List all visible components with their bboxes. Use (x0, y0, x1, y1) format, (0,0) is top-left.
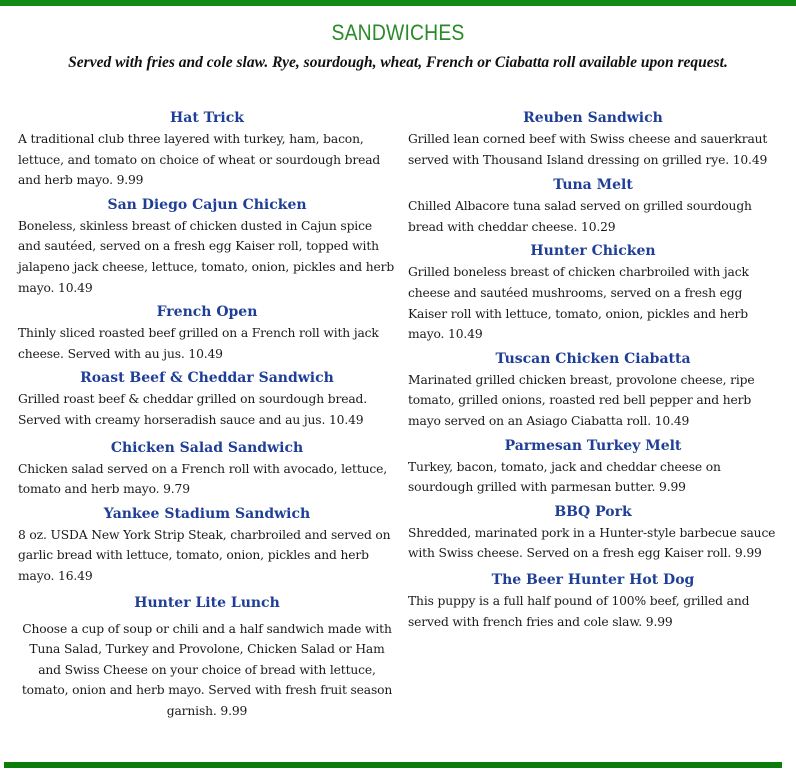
menu-item-description: Marinated grilled chicken breast, provolone cheese, ripe tomato, grilled onions, roasted red bell pepper and herb mayo served on an Asiago Ciabatta roll. 10.49 (408, 372, 755, 428)
top-divider-bar (0, 0, 796, 6)
menu-item-name: Tuscan Chicken Ciabatta (495, 350, 691, 367)
menu-item (408, 348, 778, 432)
menu-item-description: Grilled roast beef & cheddar grilled on sourdough bread. Served with creamy horseradish sauce and au jus. 10.49 (18, 392, 368, 427)
menu-item-description: Grilled boneless breast of chicken charbroiled with jack cheese and sautéed mushrooms, served on a fresh egg Kaiser roll with lettuce, tomato, onion, pickles and herb mayo. 10.49 (408, 265, 749, 342)
menu-item-name: The Beer Hunter Hot Dog (491, 571, 695, 588)
menu-item (18, 592, 396, 722)
menu-item-name: Yankee Stadium Sandwich (103, 505, 311, 522)
menu-item (18, 367, 396, 430)
menu-item-name: Hat Trick (170, 110, 244, 126)
bottom-divider-bar (4, 762, 782, 768)
menu-item-description: This puppy is a full half pound of 100% beef, grilled and served with french fries and cole slaw. 9.99 (408, 593, 750, 629)
menu-item-description: 8 oz. USDA New York Strip Steak, charbroiled and served on garlic bread with lettuce, tomato, onion, pickles and herb mayo. 16.49 (18, 527, 391, 583)
menu-item-description: Shredded, marinated pork in a Hunter-style barbecue sauce with Swiss cheese. Served on a fresh egg Kaiser roll. 9.99 (408, 525, 776, 561)
menu-item-description: Choose a cup of soup or chili and a half sandwich made with Tuna Salad, Turkey and Provolone, Chicken Salad or Ham and Swiss Cheese on your choice of bread with lettuce, tomato, onion and herb mayo. Served with fresh fruit season garnish. 9.99 (21, 621, 393, 718)
menu-item (18, 503, 396, 587)
menu-item (18, 437, 396, 500)
menu-column-left (18, 107, 396, 721)
menu-item-name: San Diego Cajun Chicken (107, 196, 307, 213)
menu-item-description: Chicken salad served on a French roll with avocado, lettuce, tomato and herb mayo. 9.79 (18, 461, 388, 497)
menu-item (408, 240, 778, 344)
menu-item-description: Chilled Albacore tuna salad served on grilled sourdough bread with cheddar cheese. 10.29 (408, 199, 752, 234)
menu-item-name: Tuna Melt (553, 177, 633, 194)
menu-item-name: Roast Beef & Cheddar Sandwich (80, 370, 334, 387)
menu-item (18, 107, 396, 191)
menu-item-description: Boneless, skinless breast of chicken dusted in Cajun spice and sautéed, served on a fresh egg Kaiser roll, topped with jalapeno jack cheese, lettuce, tomato, onion, pickles and herb mayo. 10.49 (18, 218, 395, 295)
menu-item (408, 569, 778, 632)
menu-column-right (408, 107, 778, 632)
menu-item-name: BBQ Pork (554, 503, 632, 520)
menu-item-description: A traditional club three layered with turkey, ham, bacon, lettuce, and tomato on choice of wheat or sourdough bread and herb mayo. 9.99 (18, 132, 381, 188)
menu-item-description: Turkey, bacon, tomato, jack and cheddar cheese on sourdough grilled with parmesan butter. 9.99 (408, 459, 721, 495)
menu-item-name: Chicken Salad Sandwich (110, 439, 304, 456)
menu-item (408, 435, 778, 498)
menu-item (18, 194, 396, 298)
menu-item-name: French Open (156, 304, 258, 321)
menu-item (408, 501, 778, 564)
menu-item-description: Thinly sliced roasted beef grilled on a French roll with jack cheese. Served with au jus. 10.49 (18, 326, 379, 361)
menu-item-description: Grilled lean corned beef with Swiss cheese and sauerkraut served with Thousand Island dressing on grilled rye. 10.49 (408, 132, 768, 167)
page-title: SANDWICHES (331, 20, 465, 45)
menu-item-name: Reuben Sandwich (523, 110, 663, 126)
menu-item (18, 301, 396, 364)
menu-item (408, 174, 778, 237)
menu-item (408, 107, 778, 170)
page-subtitle: Served with fries and cole slaw. Rye, sourdough, wheat, French or Ciabatta roll available upon request. (68, 54, 728, 71)
menu-item-name: Parmesan Turkey Melt (504, 437, 682, 454)
menu-item-name: Hunter Lite Lunch (134, 594, 280, 611)
menu-item-name: Hunter Chicken (530, 243, 656, 260)
